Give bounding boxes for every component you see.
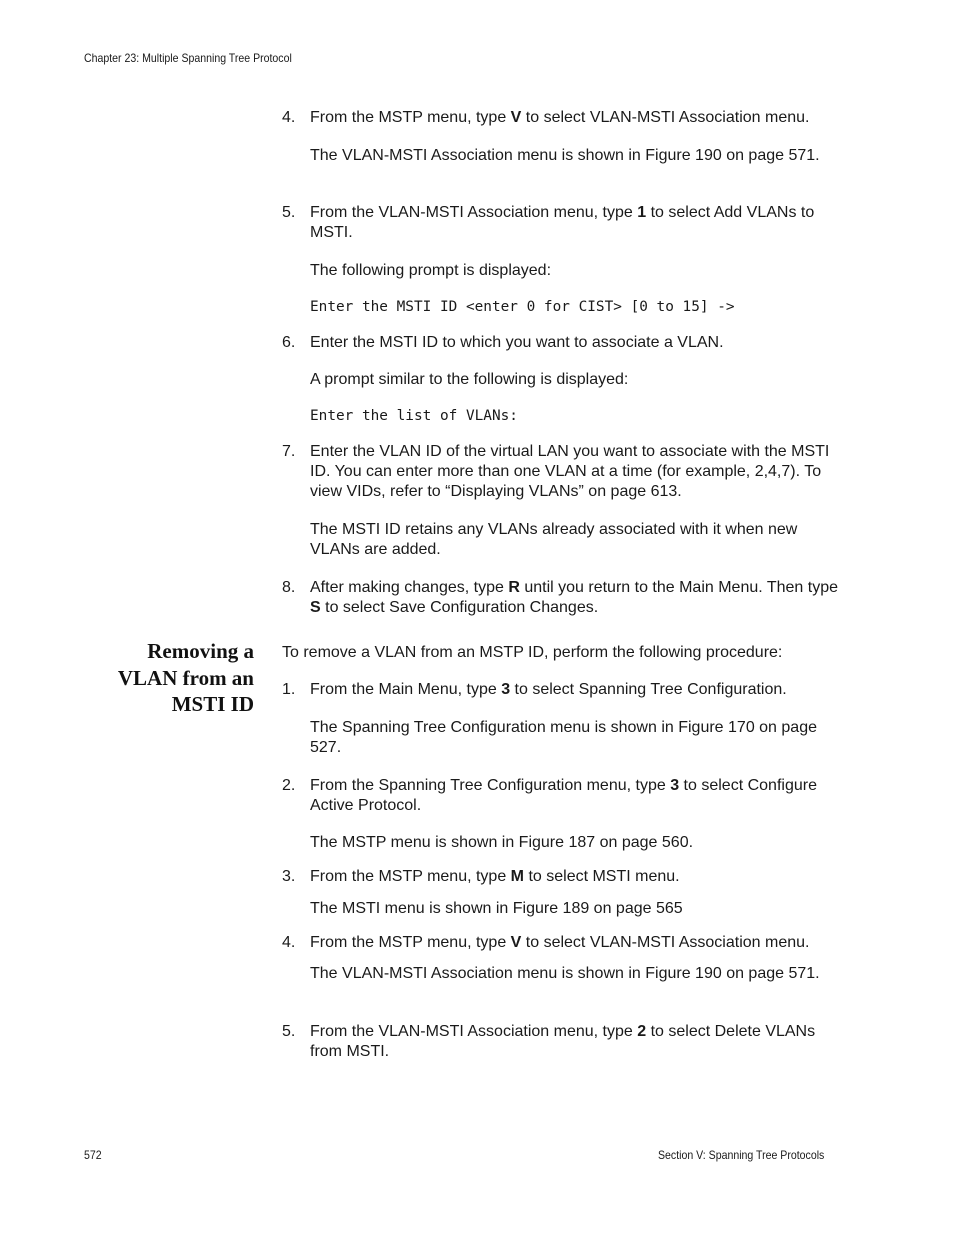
step-number: 5. [282,1023,296,1040]
key-1: 1 [637,204,647,221]
key-3: 3 [670,777,680,794]
heading-line: VLAN from an [117,665,254,690]
running-header: Chapter 23: Multiple Spanning Tree Protocol [84,51,292,65]
note-step-6: A prompt similar to the following is displayed: [310,371,629,388]
step-text: From the Main Menu, type 3 to select Spanning Tree Configuration. [310,681,787,698]
step-text: From the MSTP menu, type V to select VLAN-MSTI Association menu. [310,934,810,951]
step-number: 8. [282,579,296,596]
key-v: V [510,934,522,951]
step-number: 4. [282,109,296,126]
page-number: 572 [84,1148,102,1162]
section-heading [54,638,254,718]
prompt-vlan-list: Enter the list of VLANs: [310,408,518,424]
step-number: 7. [282,443,296,460]
prompt-msti-id: Enter the MSTI ID <enter 0 for CIST> [0 to 15] -> [310,299,735,315]
note-step-3: The MSTI menu is shown in Figure 189 on page 565 [310,900,683,917]
key-s: S [310,599,321,616]
step-text: From the VLAN-MSTI Association menu, type 2 to select Delete VLANs from MSTI. [310,1023,816,1060]
step-text: After making changes, type R until you return to the Main Menu. Then type S to select Save Configuration Changes. [310,579,838,616]
note-step-5: The following prompt is displayed: [310,262,552,279]
note-step-2: The MSTP menu is shown in Figure 187 on page 560. [310,834,694,851]
heading-line: MSTI ID [171,692,254,716]
step-number: 2. [282,777,296,794]
note-step-4: The VLAN-MSTI Association menu is shown in Figure 190 on page 571. [310,965,820,982]
heading-line: Removing a [147,639,254,663]
key-2: 2 [637,1023,647,1040]
step-text: From the MSTP menu, type V to select VLAN-MSTI Association menu. [310,109,810,126]
key-r: R [508,579,520,596]
note-step-7: The MSTI ID retains any VLANs already associated with it when new VLANs are added. [310,521,798,558]
step-number: 5. [282,204,296,221]
section-intro: To remove a VLAN from an MSTP ID, perform the following procedure: [282,644,783,661]
note-step-1: The Spanning Tree Configuration menu is shown in Figure 170 on page 527. [310,719,817,756]
key-v: V [510,109,522,126]
step-number: 1. [282,681,296,698]
step-text: From the VLAN-MSTI Association menu, type 1 to select Add VLANs to MSTI. [310,204,815,241]
step-text: Enter the VLAN ID of the virtual LAN you want to associate with the MSTI ID. You can enter more than one VLAN at a time (for example, 2,4,7). To view VIDs, refer to “Displaying VLANs” on page 613. [310,443,830,500]
key-m: M [510,868,524,885]
step-number: 4. [282,934,296,951]
running-footer: Section V: Spanning Tree Protocols [658,1148,825,1162]
step-text: Enter the MSTI ID to which you want to associate a VLAN. [310,334,724,351]
step-number: 6. [282,334,296,351]
step-number: 3. [282,868,296,885]
note-step-4: The VLAN-MSTI Association menu is shown in Figure 190 on page 571. [310,147,820,164]
step-text: From the MSTP menu, type M to select MSTI menu. [310,868,680,885]
key-3: 3 [501,681,511,698]
step-text: From the Spanning Tree Configuration menu, type 3 to select Configure Active Protocol. [310,777,817,814]
